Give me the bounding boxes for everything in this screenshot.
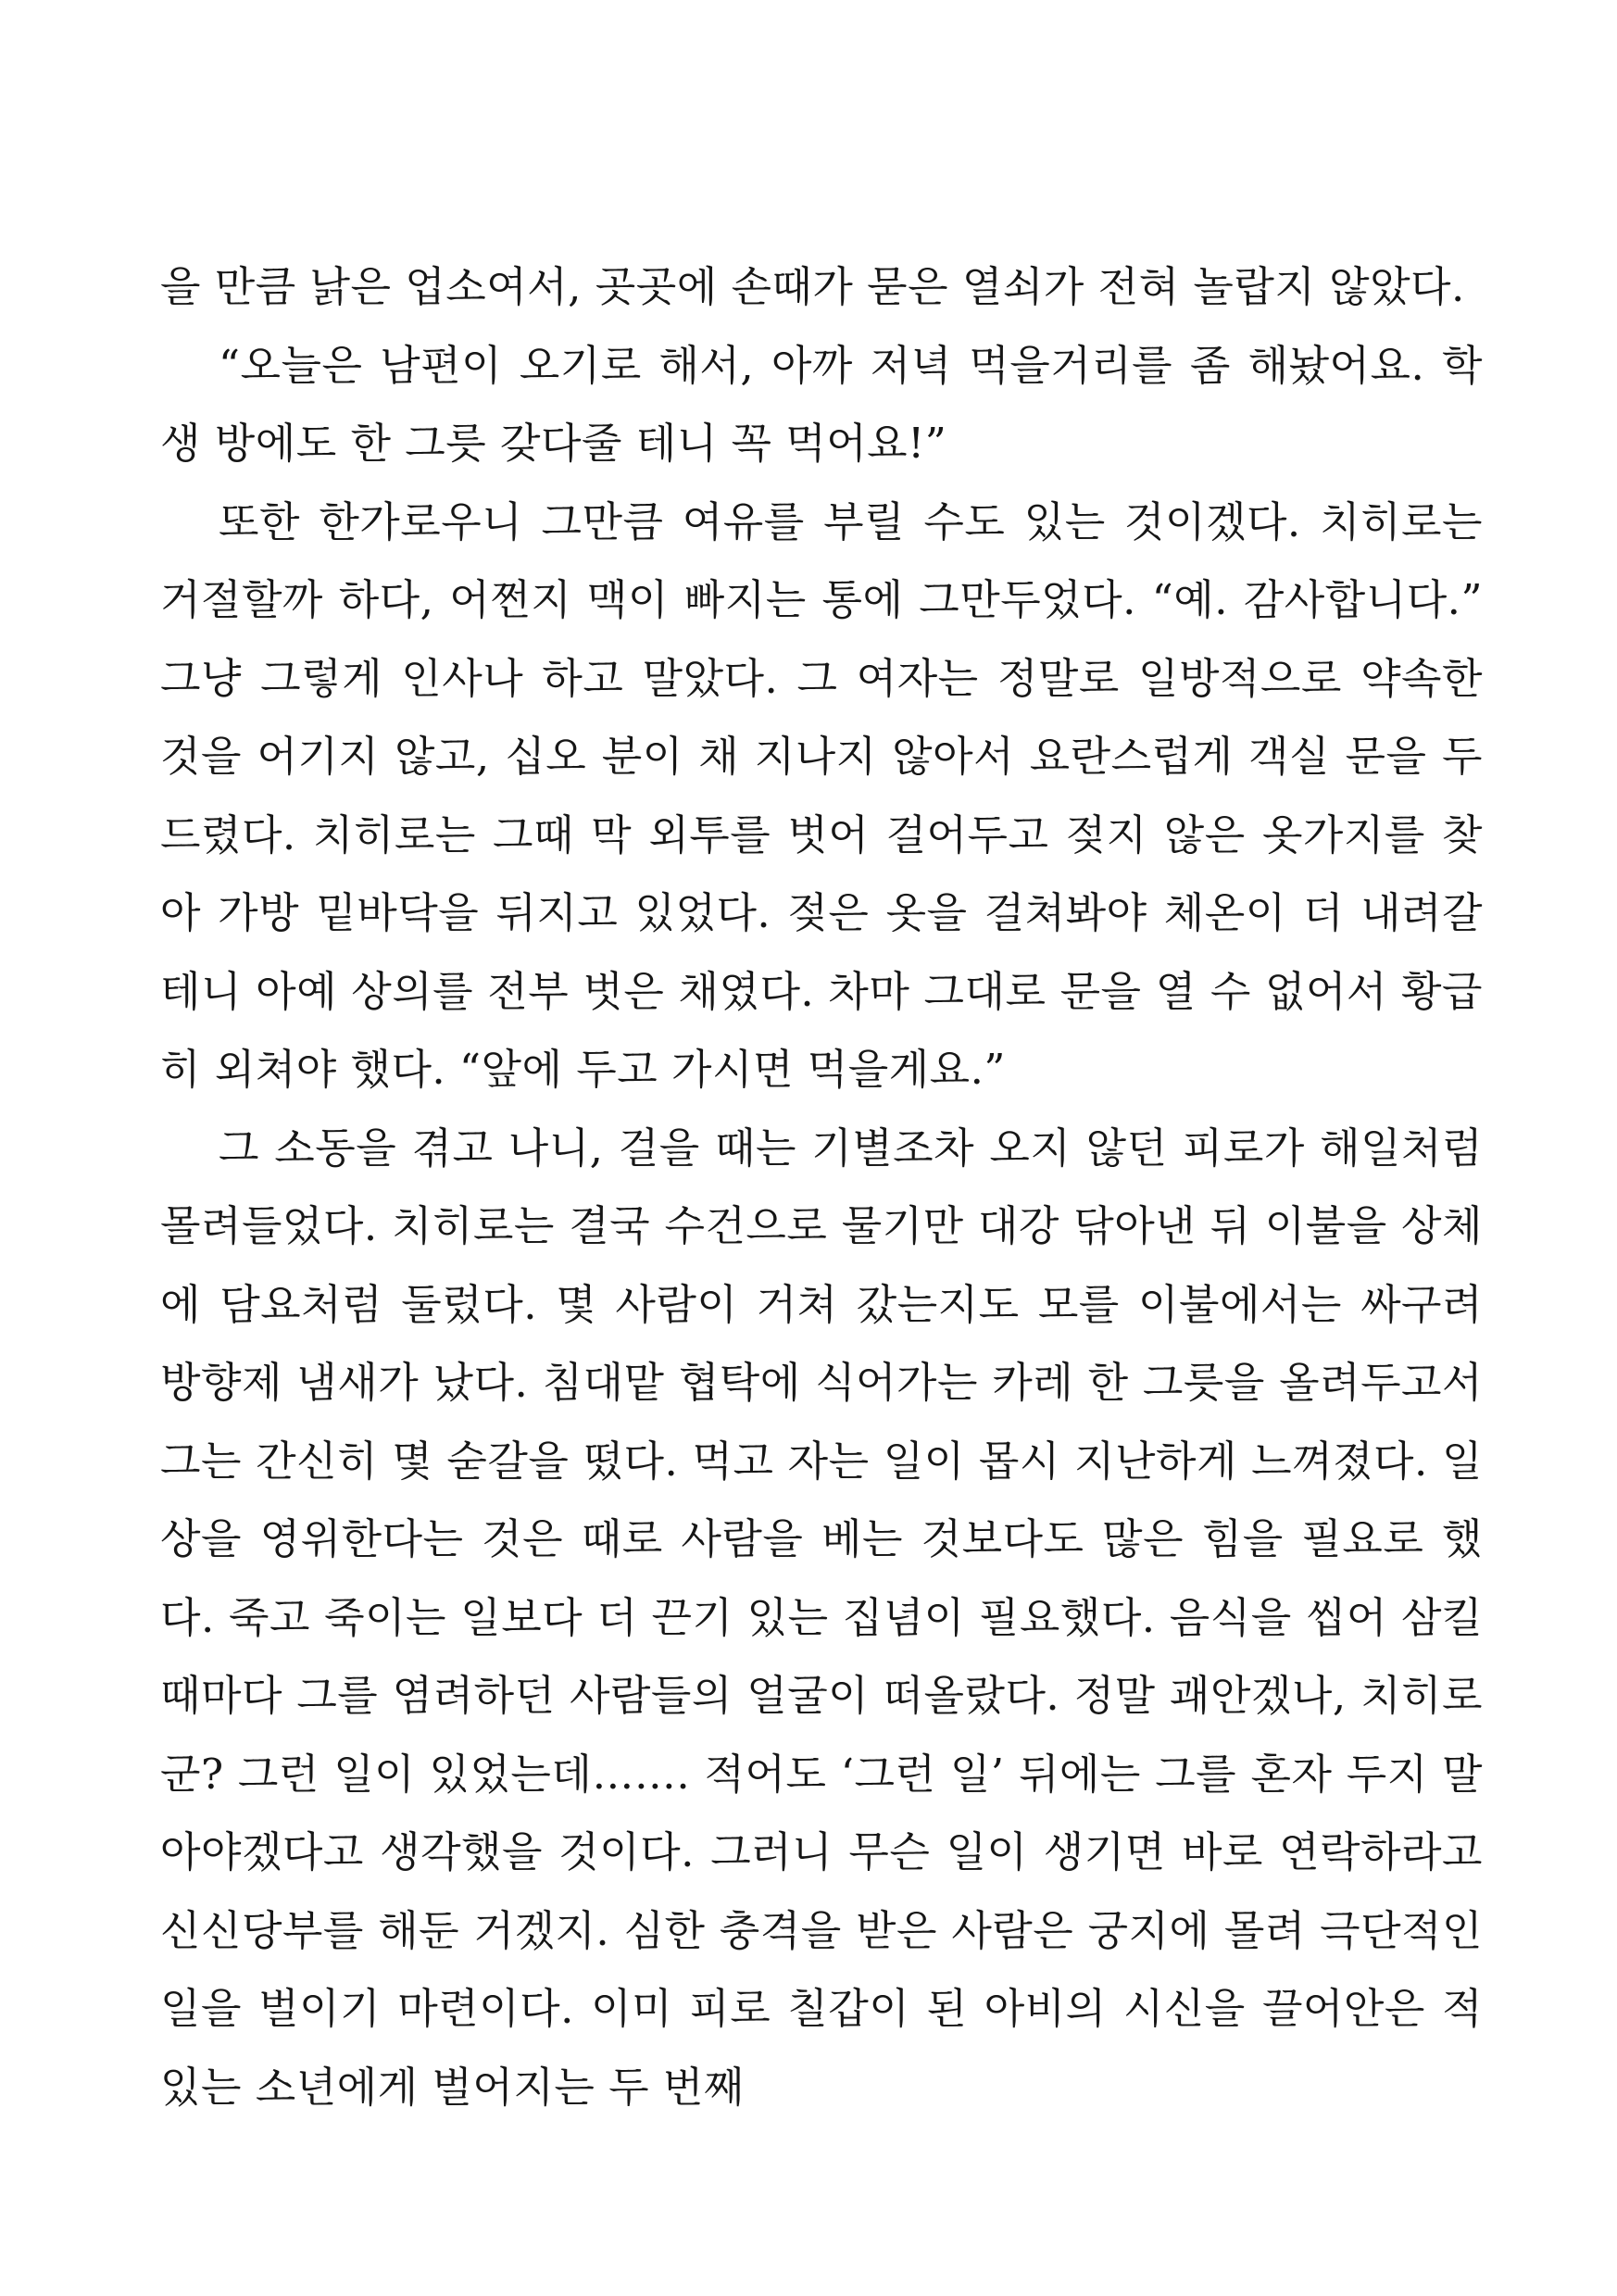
paragraph-dialogue: “오늘은 남편이 오기로 해서, 아까 저녁 먹을거리를 좀 해놨어요. 학생 방에도 한 그릇 갖다줄 테니 꼭 먹어요!” (160, 340, 1483, 468)
paragraph-continuation: 을 만큼 낡은 업소여서, 곳곳에 손때가 묻은 열쇠가 전혀 놀랍지 않았다. (160, 262, 1465, 311)
book-page (160, 248, 1483, 2127)
paragraph-body: 그 소동을 겪고 나니, 걸을 때는 기별조차 오지 않던 피로가 해일처럼 몰려들었다. 치히로는 결국 수건으로 물기만 대강 닦아낸 뒤 이불을 상체에 담요처럼 둘렀다. 몇 사람이 거쳐 갔는지도 모를 이불에서는 싸구려 방향제 냄새가 났다. 침대맡 협탁에 식어가는 카레 한 그릇을 올려두고서 그는 간신히 몇 숟갈을 떴다. 먹고 자는 일이 몹시 지난하게 느껴졌다. 일상을 영위한다는 것은 때로 사람을 베는 것보다도 많은 힘을 필요로 했다. 죽고 죽이는 일보다 더 끈기 있는 집념이 필요했다. 음식을 씹어 삼킬 때마다 그를 염려하던 사람들의 얼굴이 떠올랐다. 정말 괘안겠나, 치히로 군? 그런 일이 있었는데……. 적어도 ‘그런 일’ 뒤에는 그를 혼자 두지 말아야겠다고 생각했을 것이다. 그러니 무슨 일이 생기면 바로 연락하라고 신신당부를 해둔 거겠지. 심한 충격을 받은 사람은 궁지에 몰려 극단적인 일을 벌이기 마련이다. 이미 피로 칠갑이 된 아비의 시신을 끌어안은 적 있는 소년에게 벌어지는 두 번째 (160, 1123, 1483, 2112)
paragraph-body: 또한 한가로우니 그만큼 여유를 부릴 수도 있는 것이겠다. 치히로는 거절할까 하다, 어쩐지 맥이 빠지는 통에 그만두었다. “예. 감사합니다.” 그냥 그렇게 인사나 하고 말았다. 그 여자는 정말로 일방적으로 약속한 것을 어기지 않고, 십오 분이 채 지나지 않아서 요란스럽게 객실 문을 두드렸다. 치히로는 그때 막 외투를 벗어 걸어두고 젖지 않은 옷가지를 찾아 가방 밑바닥을 뒤지고 있었다. 젖은 옷을 걸쳐봐야 체온이 더 내려갈 테니 아예 상의를 전부 벗은 채였다. 차마 그대로 문을 열 수 없어서 황급히 외쳐야 했다. “앞에 두고 가시면 먹을게요.” (160, 496, 1483, 1094)
